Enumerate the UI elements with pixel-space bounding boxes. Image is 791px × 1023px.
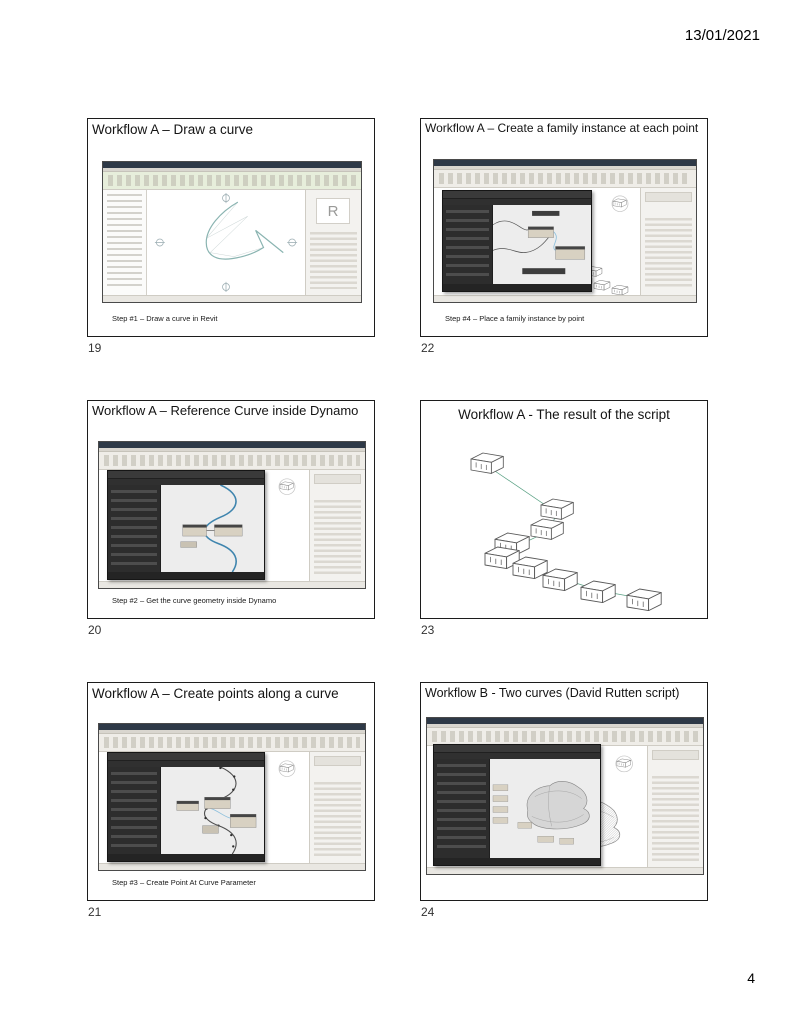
slide-title: Workflow A – Create a family instance at each point [425,121,699,135]
slide-title: Workflow A – Reference Curve inside Dynamo [92,403,359,418]
slide-number: 23 [421,623,435,637]
slide-number: 20 [88,623,102,637]
revit-dynamo-screenshot [98,441,366,589]
slide-number: 19 [88,341,102,355]
curve-drawing [147,190,305,295]
spline-curve [206,202,283,259]
dynamo-titlebar [108,753,264,761]
revit-ribbon [434,170,696,188]
revit-dynamo-screenshot [98,723,366,871]
slide-number: 24 [421,905,435,919]
properties-panel [309,470,365,581]
properties-panel [647,746,703,867]
properties-panel [309,752,365,863]
dynamo-curve [205,767,237,854]
dynamo-nodes [523,211,586,274]
header-date: 13/01/2021 [684,27,760,44]
revit-ribbon [103,172,361,190]
project-browser-panel [103,190,147,295]
slide-23 [420,400,708,619]
dynamo-library-panel [443,205,493,284]
dynamo-library-panel [108,767,161,854]
viewcube-icon [616,756,633,772]
slide-title: Workflow B - Two curves (David Rutten script) [425,686,680,700]
revit-dynamo-screenshot [433,159,697,303]
slide-21 [87,682,375,901]
slide-number: 21 [88,905,102,919]
revit-family-logo: R [316,198,350,224]
dynamo-nodes [177,797,256,833]
dynamo-library-panel [108,485,161,572]
viewcube-icon [279,761,295,777]
dynamo-window [442,190,592,292]
control-polygon [206,202,283,257]
dynamo-titlebar [108,471,264,479]
dynamo-canvas [161,485,264,572]
slide-title: Workflow A – Create points along a curve [92,686,339,701]
dynamo-canvas [493,205,591,284]
status-bar [103,295,361,302]
result-3d-view [449,439,679,611]
viewcube-icon [279,479,295,495]
dynamo-footer [108,854,264,861]
dynamo-window [107,470,265,580]
status-bar [99,581,365,588]
status-bar [99,863,365,870]
dynamo-titlebar [434,745,600,753]
status-bar [434,295,696,302]
revit-screenshot [102,161,362,303]
dynamo-loft-surface [528,781,590,829]
family-instances [471,453,661,611]
properties-panel [640,188,696,295]
dynamo-footer [443,284,591,291]
slide-number: 22 [421,341,435,355]
slide-title: Workflow A - The result of the script [458,407,670,422]
revit-ribbon [99,452,365,470]
dynamo-window [107,752,265,862]
dynamo-footer [434,858,600,865]
revit-dynamo-screenshot [426,717,704,875]
page-number: 4 [747,970,755,986]
slide-20 [87,400,375,619]
slide-caption: Step #3 – Create Point At Curve Parameter [112,878,256,887]
revit-ribbon [99,734,365,752]
slide-title: Workflow A – Draw a curve [92,122,254,137]
properties-panel [305,190,361,295]
ribbon-icons [108,175,356,186]
dynamo-footer [108,572,264,579]
viewcube-icon [612,196,628,212]
status-bar [427,867,703,874]
dynamo-nodes [181,525,242,548]
drawing-canvas [147,190,305,295]
slide-caption: Step #4 – Place a family instance by point [445,314,585,323]
dynamo-canvas [490,759,600,858]
dynamo-canvas [161,767,264,854]
slide-22 [420,118,708,337]
dynamo-library-panel [434,759,490,858]
slide-caption: Step #1 – Draw a curve in Revit [112,314,218,323]
dynamo-window [433,744,601,866]
slide-24 [420,682,708,901]
slide-19 [87,118,375,337]
dynamo-titlebar [443,191,591,199]
slide-caption: Step #2 – Get the curve geometry inside Dynamo [112,596,277,605]
